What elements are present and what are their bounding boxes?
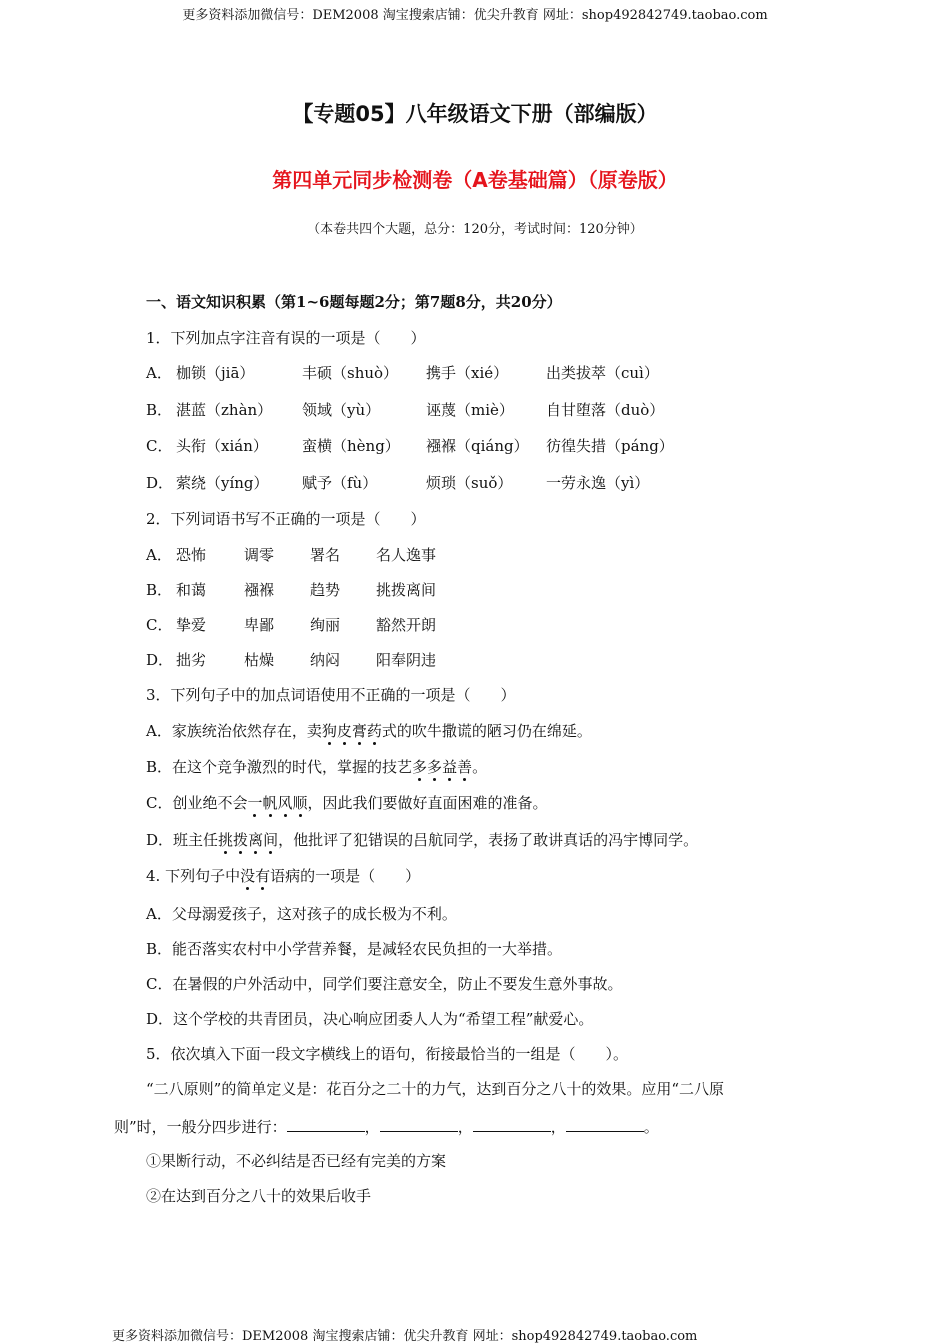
- question-2-stem: 2．下列词语书写不正确的一项是（ ）: [146, 510, 426, 528]
- question-4-stem: [146, 865, 420, 886]
- option-item: 萦绕（yíng）: [176, 474, 269, 492]
- option-text: A．家族统治依然存在，卖: [146, 722, 322, 740]
- option-item: 纳闷: [310, 651, 341, 669]
- option-item: 赋予（fù）: [302, 474, 378, 492]
- option-item: 枯燥: [244, 651, 275, 669]
- separator: ，: [364, 1118, 380, 1136]
- q3-option-b: [146, 756, 487, 777]
- option-item: 恐怖: [176, 546, 207, 564]
- answer-blank-2: [380, 1117, 458, 1132]
- option-item: 彷徨失措（páng）: [546, 437, 674, 455]
- option-item: 诬蔑（miè）: [426, 401, 514, 419]
- option-item: 阳奉阴违: [376, 651, 437, 669]
- option-item: 枷锁（jiā）: [176, 364, 255, 382]
- q5-item-1: ①果断行动，不必纠结是否已经有完美的方案: [146, 1152, 447, 1170]
- option-item: 豁然开朗: [376, 616, 437, 634]
- q4-dotted-word: 没有: [240, 867, 271, 885]
- option-item: 一劳永逸（yì）: [546, 474, 650, 492]
- q4-option-d: D．这个学校的共青团员，决心响应团委人人为“希望工程”献爱心。: [146, 1010, 594, 1028]
- period: 。: [643, 1118, 659, 1136]
- option-item: 携手（xié）: [426, 364, 509, 382]
- option-item: 领域（yù）: [302, 401, 381, 419]
- section-heading: 一、语文知识积累（第1~6题每题2分；第7题8分，共20分）: [146, 293, 562, 311]
- header-ad-text: 更多资料添加微信号：DEM2008 淘宝搜索店铺：优尖升教育 网址：shop492842749.taobao.com: [182, 8, 768, 23]
- option-item: 挑拨离间: [376, 581, 437, 599]
- q4-stem-pre: 4. 下列句子中: [146, 867, 241, 885]
- option-item: 丰硕（shuò）: [302, 364, 399, 382]
- option-label: A．: [146, 546, 172, 564]
- option-item: 名人逸事: [376, 546, 437, 564]
- option-item: 襁褓（qiáng）: [426, 437, 529, 455]
- option-text: C．创业绝不会: [146, 794, 248, 812]
- dotted-word: 多多益善: [412, 758, 473, 776]
- answer-blank-3: [473, 1117, 551, 1132]
- separator: ，: [457, 1118, 473, 1136]
- q4-option-b: B．能否落实农村中小学营养餐，是减轻农民负担的一大举措。: [146, 940, 563, 958]
- option-label: C．: [146, 616, 173, 634]
- q4-stem-post: 语病的一项是（ ）: [270, 867, 421, 885]
- option-label: C．: [146, 437, 173, 455]
- exam-note: （本卷共四个大题，总分：120分，考试时间：120分钟）: [307, 222, 643, 237]
- option-item: 湛蓝（zhàn）: [176, 401, 273, 419]
- option-item: 挚爱: [176, 616, 207, 634]
- document-subtitle: 第四单元同步检测卷（A卷基础篇）（原卷版）: [272, 168, 678, 192]
- option-item: 自甘堕落（duò）: [546, 401, 665, 419]
- option-text: ，因此我们要做好直面困难的准备。: [307, 794, 548, 812]
- q3-option-c: [146, 792, 548, 813]
- option-item: 拙劣: [176, 651, 207, 669]
- q3-option-d: [146, 829, 698, 850]
- option-item: 趋势: [310, 581, 341, 599]
- dotted-word: 挑拨离间: [218, 831, 279, 849]
- option-item: 头衔（xián）: [176, 437, 268, 455]
- option-text: ，他批评了犯错误的吕航同学，表扬了敢讲真话的冯宇博同学。: [278, 831, 699, 849]
- option-item: 襁褓: [244, 581, 275, 599]
- question-5-stem: 5．依次填入下面一段文字横线上的语句，衔接最恰当的一组是（ ）。: [146, 1045, 629, 1063]
- option-item: 出类拔萃（cuì）: [546, 364, 659, 382]
- option-label: A．: [146, 364, 172, 382]
- option-label: B．: [146, 581, 173, 599]
- question-3-stem: 3．下列句子中的加点词语使用不正确的一项是（ ）: [146, 686, 516, 704]
- q3-option-a: [146, 720, 592, 741]
- option-item: 蛮横（hèng）: [302, 437, 400, 455]
- option-label: D．: [146, 651, 174, 669]
- option-label: D．: [146, 474, 174, 492]
- option-item: 和蔼: [176, 581, 207, 599]
- option-text: 。: [472, 758, 488, 776]
- question-1-stem: 1．下列加点字注音有误的一项是（ ）: [146, 329, 426, 347]
- option-item: 调零: [244, 546, 275, 564]
- q5-paragraph-line-2: [114, 1116, 659, 1137]
- option-text: 式的吹牛撒谎的陋习仍在绵延。: [381, 722, 592, 740]
- q5-item-2: ②在达到百分之八十的效果后收手: [146, 1187, 372, 1205]
- q4-option-c: C．在暑假的户外活动中，同学们要注意安全，防止不要发生意外事故。: [146, 975, 623, 993]
- dotted-word: 一帆风顺: [247, 794, 308, 812]
- q4-option-a: A．父母溺爱孩子，这对孩子的成长极为不利。: [146, 905, 457, 923]
- q5-paragraph-line-1: “二八原则”的简单定义是：花百分之二十的力气，达到百分之八十的效果。应用“二八原: [146, 1080, 725, 1098]
- option-item: 卑鄙: [244, 616, 275, 634]
- option-item: 烦琐（suǒ）: [426, 474, 513, 492]
- answer-blank-4: [566, 1117, 644, 1132]
- dotted-word: 狗皮膏药: [321, 722, 382, 740]
- option-item: 署名: [310, 546, 341, 564]
- q5-paragraph-line-2-text: 则”时，一般分四步进行：: [114, 1118, 287, 1136]
- option-text: D．班主任: [146, 831, 219, 849]
- footer-ad-text: 更多资料添加微信号：DEM2008 淘宝搜索店铺：优尖升教育 网址：shop492842749.taobao.com: [112, 1329, 698, 1344]
- option-label: B．: [146, 401, 173, 419]
- answer-blank-1: [287, 1117, 365, 1132]
- document-title: 【专题05】八年级语文下册（部编版）: [292, 102, 658, 126]
- separator: ，: [550, 1118, 566, 1136]
- option-text: B．在这个竞争激烈的时代，掌握的技艺: [146, 758, 413, 776]
- option-item: 绚丽: [310, 616, 341, 634]
